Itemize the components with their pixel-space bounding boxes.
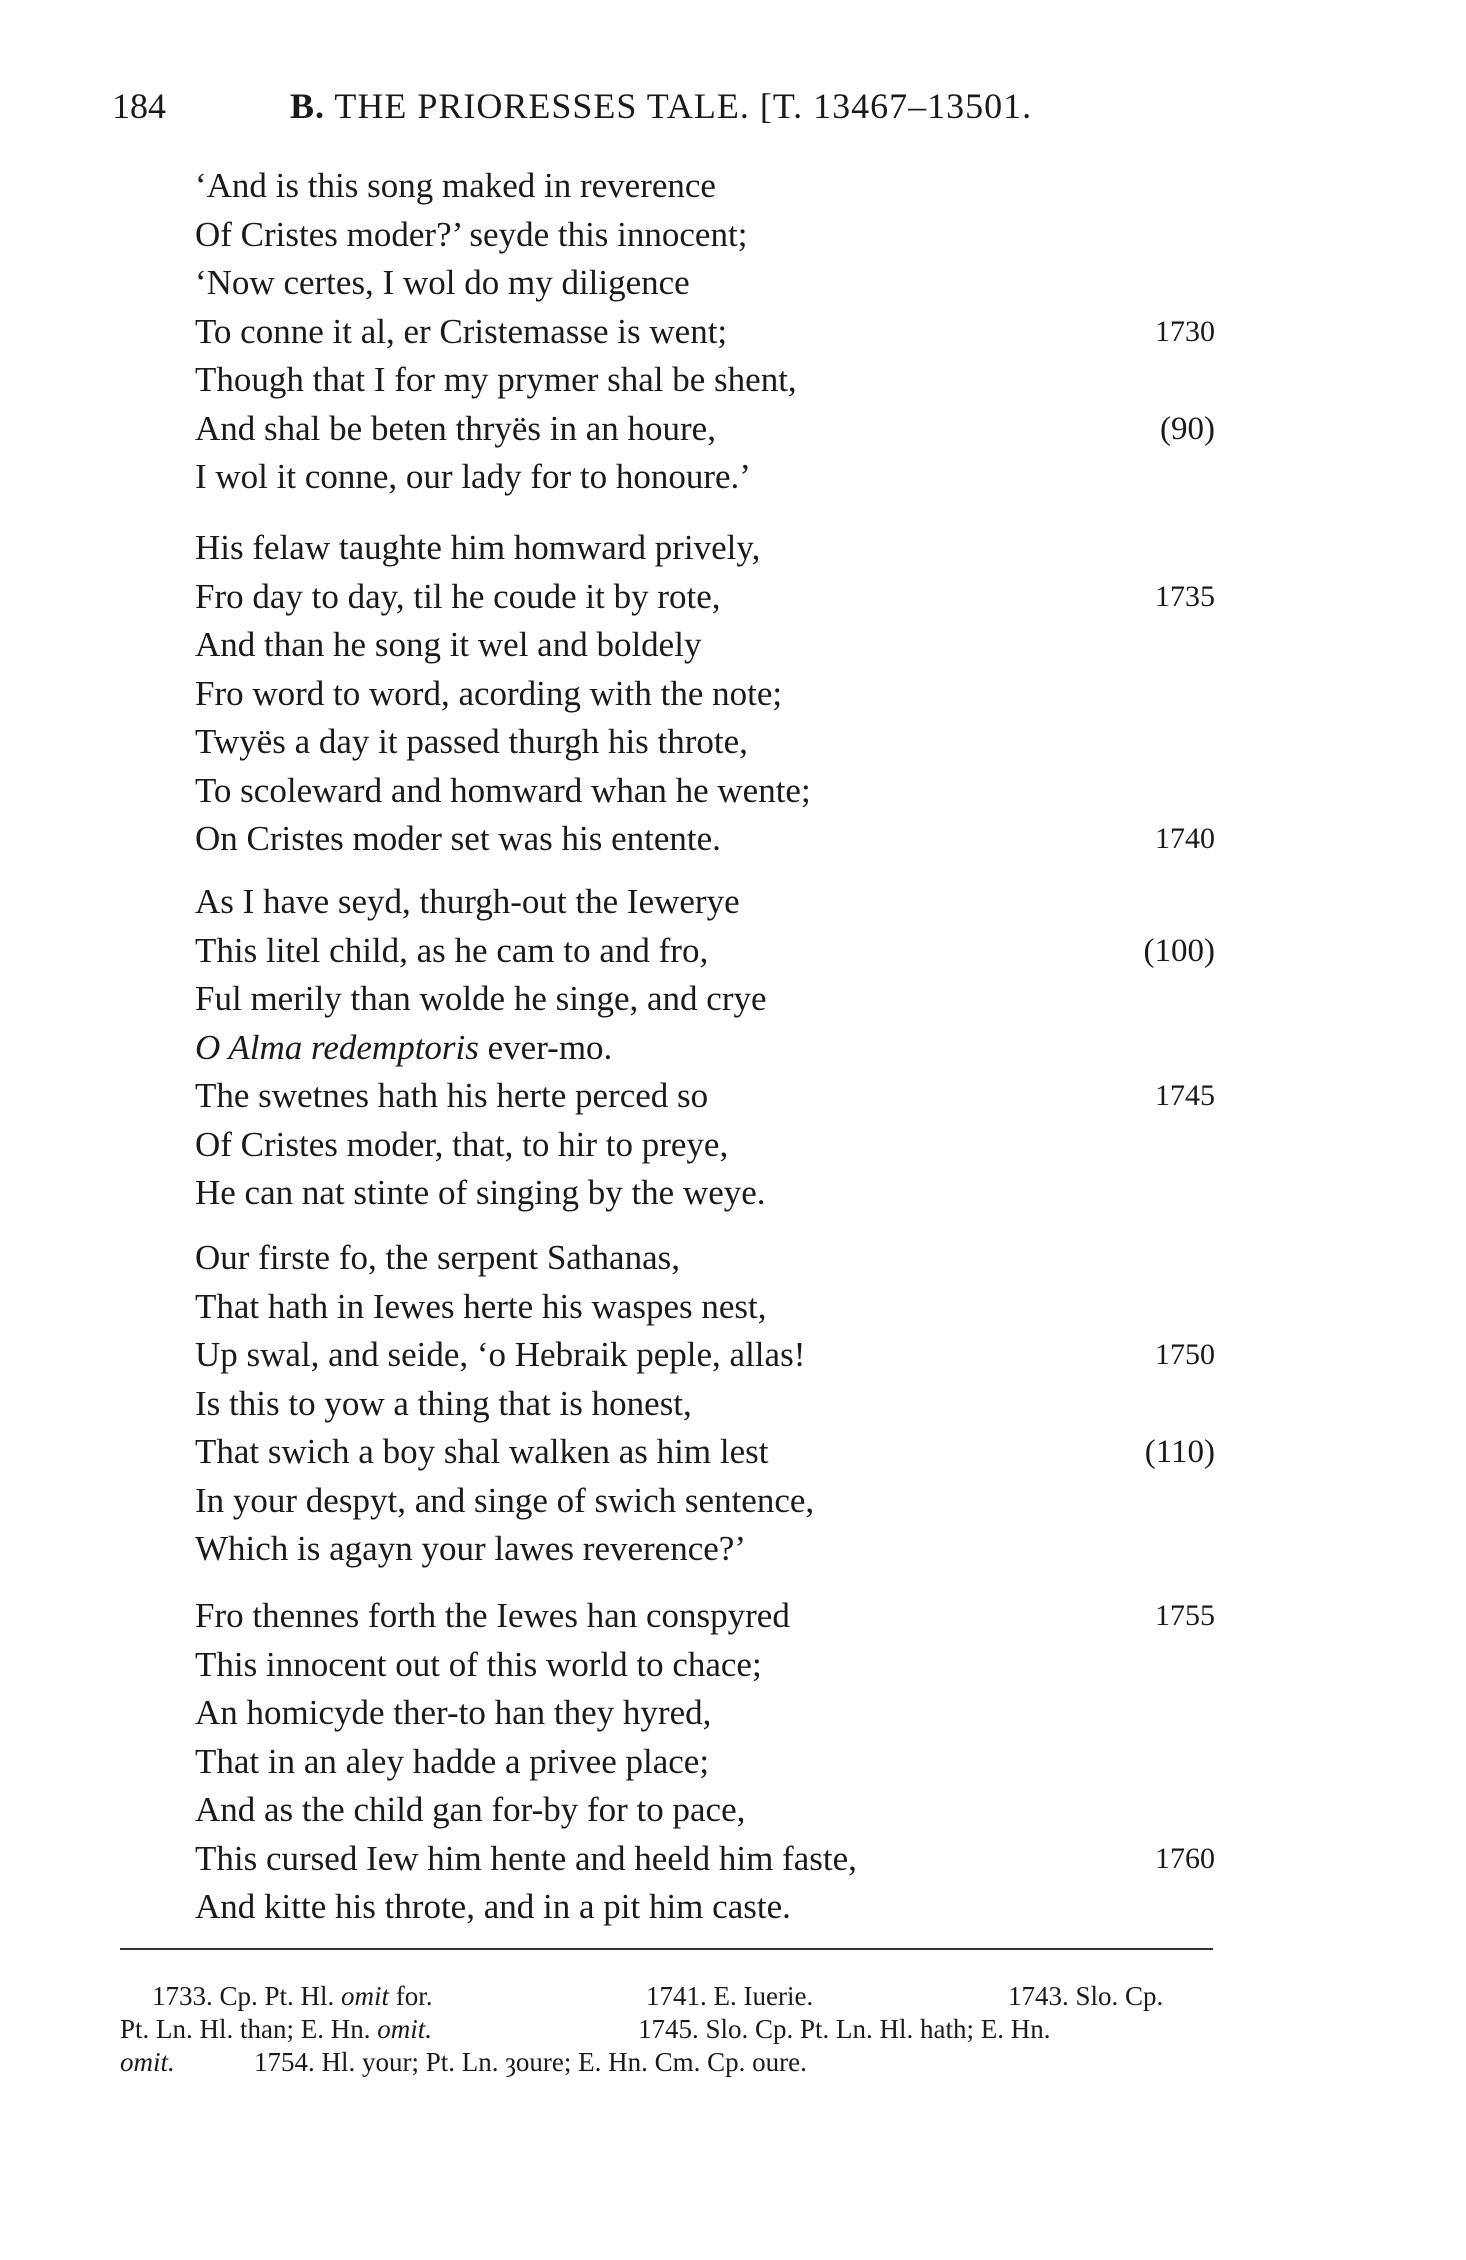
verse-text: Our firste fo, the serpent Sathanas, (195, 1238, 680, 1277)
verse-text: Which is agayn your lawes reverence?’ (195, 1529, 746, 1568)
verse-line (0, 211, 1466, 260)
verse-line (0, 1331, 1466, 1380)
section-letter: B. (290, 86, 326, 126)
verse-line (0, 1234, 1466, 1283)
latin-hymn-title: O Alma redemptoris (195, 1027, 479, 1067)
verse-line (0, 1072, 1466, 1121)
verse-line (0, 1477, 1466, 1526)
verse-line (0, 1641, 1466, 1690)
verse-text: Is this to yow a thing that is honest, (195, 1383, 692, 1423)
verse-text: That swich a boy shal walken as him lest (195, 1432, 769, 1471)
footnote-1743-cont (120, 2013, 432, 2045)
footnote-1741: 1741. E. Iuerie. (646, 1981, 814, 2011)
footnote-text: Pt. Ln. Hl. than; E. Hn. (120, 2014, 371, 2044)
line-number: 1760 (1155, 1841, 1215, 1875)
tale-title: THE PRIORESSES TALE. (334, 86, 750, 126)
verse-line (0, 878, 1466, 927)
footnote-1745-cont: omit. (120, 2047, 175, 2077)
line-number: 1740 (1155, 822, 1215, 855)
verse-line (0, 1689, 1466, 1738)
verse-line (0, 1380, 1466, 1429)
verse-text: And as the child gan for-by for to pace, (195, 1790, 746, 1829)
verse-line (0, 524, 1466, 573)
verse-text: The swetnes hath his herte perced so (195, 1076, 709, 1115)
line-number-alt: (90) (1160, 410, 1215, 447)
verse-text: As I have seyd, thurgh-out the Iewerye (195, 882, 740, 921)
footnote-text: for. (395, 1981, 433, 2011)
verse-line (0, 259, 1466, 308)
verse-text: Ful merily than wolde he singe, and crye (195, 979, 767, 1018)
footnote-italic: omit (341, 1981, 390, 2011)
verse-line (0, 1835, 1466, 1884)
verse-line (0, 1428, 1466, 1477)
verse-text: This cursed Iew him hente and heeld him faste, (195, 1838, 857, 1878)
verse-line (0, 1786, 1466, 1835)
verse-text: That hath in Iewes herte his waspes nest, (195, 1286, 767, 1326)
verse-text: Fro thennes forth the Iewes han conspyred (195, 1596, 790, 1635)
line-number-alt: (110) (1144, 1434, 1215, 1470)
footnote-rule (120, 1948, 1213, 1950)
verse-text: This innocent out of this world to chace; (195, 1644, 762, 1684)
verse-text: To scoleward and homward whan he wente; (195, 770, 811, 810)
line-number: 1735 (1155, 579, 1215, 613)
verse-text: And kitte his throte, and in a pit him caste. (195, 1887, 791, 1926)
verse-text: ‘And is this song maked in reverence (195, 166, 716, 205)
verse-text: Up swal, and seide, ‘o Hebraik peple, allas! (195, 1335, 806, 1374)
verse-line (0, 453, 1466, 502)
verse-line (0, 308, 1466, 357)
stanza-4 (0, 1234, 1466, 1574)
verse-text: His felaw taughte him homward prively, (195, 528, 761, 567)
verse-line (0, 815, 1466, 864)
line-number: 1730 (1155, 314, 1215, 348)
verse-line (0, 573, 1466, 622)
verse-line (0, 1883, 1466, 1932)
verse-line (0, 356, 1466, 405)
verse-text: In your despyt, and singe of swich sentence, (195, 1480, 815, 1520)
verse-line (0, 162, 1466, 211)
stanza-3 (0, 878, 1466, 1218)
verse-line (0, 1525, 1466, 1574)
verse-text: To conne it al, er Cristemasse is went; (195, 311, 728, 351)
verse-text: And shal be beten thryës in an houre, (195, 408, 716, 448)
verse-line (0, 1121, 1466, 1170)
verse-line (0, 975, 1466, 1024)
verse-text: Fro word to word, acording with the note; (195, 673, 783, 713)
verse-line (0, 767, 1466, 816)
verse-text: On Cristes moder set was his entente. (195, 819, 721, 858)
verse-line (0, 670, 1466, 719)
verse-line (0, 1738, 1466, 1787)
verse-line (0, 1283, 1466, 1332)
footnote-1745: 1745. Slo. Cp. Pt. Ln. Hl. hath; E. Hn. (638, 2014, 1051, 2044)
verse-line (0, 621, 1466, 670)
verse-text: Fro day to day, til he coude it by rote, (195, 576, 721, 616)
verse-line (0, 1024, 1466, 1073)
page-number: 184 (112, 86, 166, 126)
verse-text: He can nat stinte of singing by the weye. (195, 1173, 766, 1212)
stanza-1 (0, 162, 1466, 502)
verse-text: ‘Now certes, I wol do my diligence (195, 263, 690, 302)
verse-text-rest: ever-mo. (478, 1027, 613, 1067)
footnote-text: 1733. Cp. Pt. Hl. (152, 1981, 335, 2011)
stanza-2 (0, 524, 1466, 864)
verse-line (0, 718, 1466, 767)
verse-line (0, 405, 1466, 454)
line-number: 1755 (1155, 1599, 1215, 1632)
verse-text: Though that I for my prymer shal be shent, (195, 360, 797, 399)
footnote-1743: 1743. Slo. Cp. (1008, 1981, 1164, 2011)
verse-text: Of Cristes moder?’ seyde this innocent; (195, 214, 748, 254)
verse-line (0, 927, 1466, 976)
verse-line (0, 1592, 1466, 1641)
footnote-1754: 1754. Hl. your; Pt. Ln. ȝoure; E. Hn. Cm. Cp. oure. (254, 2047, 807, 2077)
verse-text: That in an aley hadde a privee place; (195, 1741, 710, 1781)
verse-text: An homicyde ther-to han they hyred, (195, 1693, 712, 1732)
line-number-alt: (100) (1143, 932, 1215, 969)
verse-text: Twyës a day it passed thurgh his throte, (195, 722, 748, 761)
verse-line (0, 1169, 1466, 1218)
verse-text: Of Cristes moder, that, to hir to preye, (195, 1124, 729, 1164)
line-range: [T. 13467–13501. (759, 86, 1033, 126)
footnote-italic: omit. (377, 2014, 433, 2044)
verse-text (195, 1024, 612, 1073)
stanza-5 (0, 1592, 1466, 1932)
footnote-1733 (152, 1980, 433, 2012)
verse-text: I wol it conne, our lady for to honoure.’ (195, 457, 751, 496)
verse-text: And than he song it wel and boldely (195, 625, 702, 664)
running-title (290, 84, 1032, 128)
line-number: 1750 (1155, 1338, 1215, 1371)
line-number: 1745 (1155, 1079, 1215, 1112)
verse-text: This litel child, as he cam to and fro, (195, 930, 709, 970)
